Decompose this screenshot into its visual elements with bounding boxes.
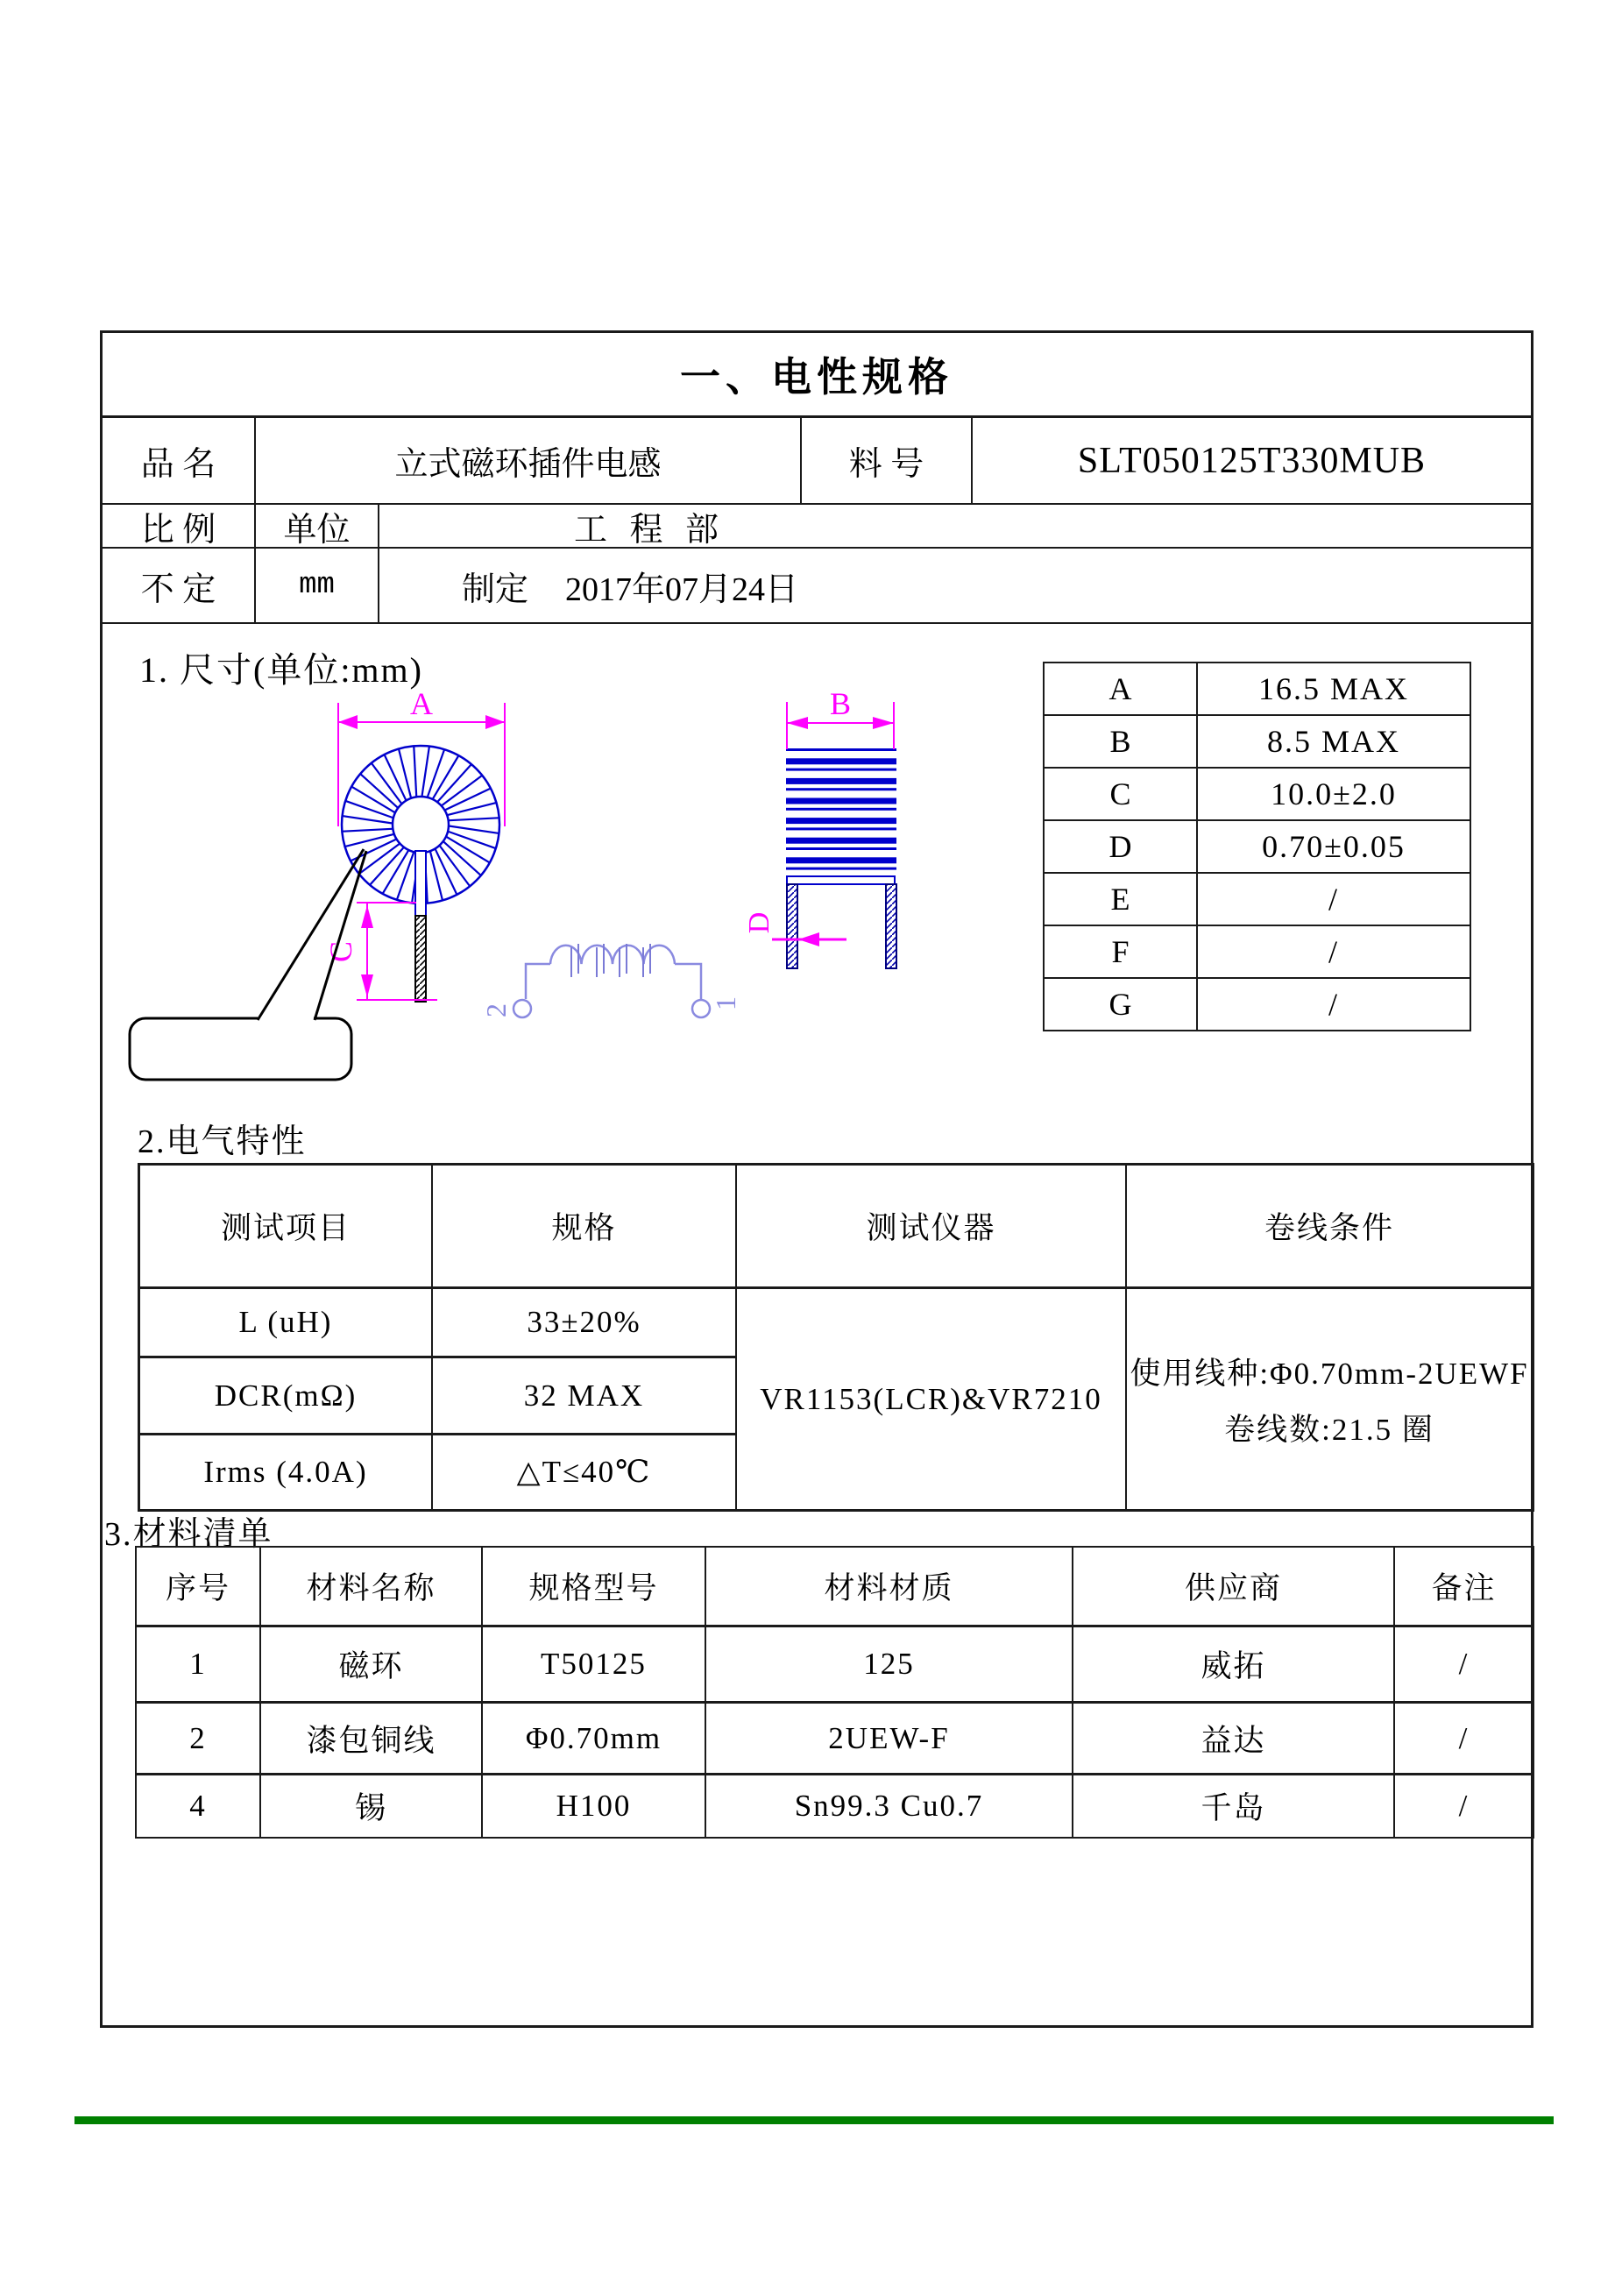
dim-value: / [1196, 979, 1470, 1030]
material-supplier: 威拓 [1072, 1625, 1393, 1701]
dim-D-arrow [798, 932, 819, 946]
table-row [1045, 819, 1470, 872]
pin-2-label: 2 [480, 1003, 512, 1017]
material-no: 2 [137, 1701, 259, 1773]
dim-key: D [1108, 829, 1132, 864]
material-table [135, 1546, 1534, 1839]
dim-B-arrow-right [873, 717, 894, 729]
dim-A-arrow-left [338, 715, 358, 729]
column-header: 材料材质 [705, 1548, 1072, 1625]
dim-key: G [1108, 987, 1132, 1022]
dim-value: 0.70±0.05 [1196, 821, 1470, 872]
column-header: 材料名称 [259, 1548, 481, 1625]
column-header: 序号 [165, 1571, 230, 1605]
material-name: 锡 [259, 1773, 481, 1837]
side-view-base [787, 876, 895, 884]
dim-key: E [1110, 882, 1130, 917]
product-name: 立式磁环插件电感 [254, 418, 800, 503]
test-item: L (uH) [140, 1286, 431, 1356]
header-row-scale [103, 505, 1531, 549]
made-label: 制定 [462, 570, 529, 608]
dim-value: 8.5 MAX [1196, 716, 1470, 767]
dim-A-arrow-right [485, 715, 505, 729]
dim-D-label: D [743, 911, 776, 934]
material-name: 磁环 [259, 1625, 481, 1701]
scale-value: 不 定 [140, 570, 216, 608]
callout-line-left [258, 849, 364, 1020]
material-model: Φ0.70mm [481, 1701, 705, 1773]
table-row [1045, 663, 1470, 714]
material-remark: / [1393, 1773, 1533, 1837]
table-row [1045, 925, 1470, 977]
unit-value: mm [254, 549, 378, 622]
material-no: 1 [137, 1625, 259, 1701]
material-substance: 2UEW-F [705, 1701, 1072, 1773]
test-spec: △T≤40℃ [431, 1433, 735, 1509]
dim-value: 16.5 MAX [1196, 663, 1470, 714]
column-header: 测试项目 [220, 1211, 351, 1245]
test-item: DCR(mΩ) [140, 1356, 431, 1433]
table-row [1045, 977, 1470, 1030]
front-lead-hatched [415, 916, 426, 1002]
column-header: 供应商 [1072, 1548, 1393, 1625]
dim-value: / [1196, 926, 1470, 977]
made-cell [378, 549, 1531, 622]
dim-C-arrow-top [361, 905, 373, 928]
content-area [103, 623, 1531, 2025]
material-supplier: 益达 [1072, 1701, 1393, 1773]
column-header: 测试仪器 [735, 1166, 1125, 1286]
part-number: SLT050125T330MUB [971, 418, 1531, 503]
callout-line-right [315, 851, 366, 1020]
material-no: 4 [137, 1773, 259, 1837]
column-header: 规格 [431, 1166, 735, 1286]
dimension-table [1043, 662, 1471, 1031]
spec-table [100, 330, 1533, 2028]
material-remark: / [1393, 1701, 1533, 1773]
front-lead-upper [415, 851, 426, 916]
column-header: 备注 [1393, 1548, 1533, 1625]
table-row [1045, 872, 1470, 925]
column-header: 规格型号 [481, 1548, 705, 1625]
test-spec: 33±20% [431, 1286, 735, 1356]
column-header: 卷线条件 [1125, 1166, 1532, 1286]
table-row [1045, 767, 1470, 819]
department: 工 程 部 [378, 505, 1531, 547]
section1-title: 1. 尺寸(单位:mm) [139, 650, 423, 690]
section3-title: 3.材料清单 [104, 1516, 273, 1553]
side-view-turns [786, 748, 896, 870]
scale-label: 比 例 [140, 511, 216, 549]
test-item: Irms (4.0A) [140, 1433, 431, 1509]
dim-key: F [1111, 934, 1130, 969]
material-model: H100 [481, 1773, 705, 1837]
material-substance: Sn99.3 Cu0.7 [705, 1773, 1072, 1837]
page-title: 一、电性规格 [103, 333, 1531, 418]
winding-condition [1125, 1286, 1532, 1509]
dim-value: / [1196, 874, 1470, 925]
dim-key: C [1109, 776, 1131, 811]
inductor-schematic [514, 946, 710, 1017]
test-instrument: VR1153(LCR)&VR7210 [735, 1286, 1125, 1509]
winding-turns: 卷线数:21.5 圈 [1224, 1412, 1434, 1447]
made-date: 2017年07月24日 [565, 570, 799, 608]
test-spec: 32 MAX [431, 1356, 735, 1433]
electrical-table [138, 1163, 1534, 1512]
material-model: T50125 [481, 1625, 705, 1701]
material-remark: / [1393, 1625, 1533, 1701]
dim-A-label: A [410, 686, 433, 721]
material-name: 漆包铜线 [259, 1701, 481, 1773]
dim-C-label: C [323, 940, 358, 963]
header-row-date [103, 549, 1531, 624]
dim-value: 10.0±2.0 [1196, 769, 1470, 819]
side-leg-right [886, 884, 896, 968]
unit-label: 单位 [254, 505, 378, 547]
part-label: 料 号 [800, 418, 971, 503]
material-substance: 125 [705, 1625, 1072, 1701]
material-supplier: 千岛 [1072, 1773, 1393, 1837]
product-label: 品 名 [140, 446, 216, 483]
dim-key: B [1109, 724, 1131, 759]
winding-wire: 使用线种:Φ0.70mm-2UEWF [1130, 1356, 1529, 1391]
dim-B-arrow-left [787, 717, 808, 729]
table-row [1045, 714, 1470, 767]
dim-key: A [1108, 671, 1132, 706]
header-row-product [103, 418, 1531, 505]
dim-C-arrow-bottom [361, 974, 373, 997]
callout-gap [258, 1015, 314, 1022]
side-leg-left [787, 884, 797, 968]
dim-B-label: B [829, 686, 852, 721]
footer-accent-bar [74, 2116, 1554, 2124]
section2-title: 2.电气特性 [138, 1123, 307, 1160]
callout-balloon [130, 1018, 351, 1080]
pin-1-label: 1 [710, 996, 741, 1010]
